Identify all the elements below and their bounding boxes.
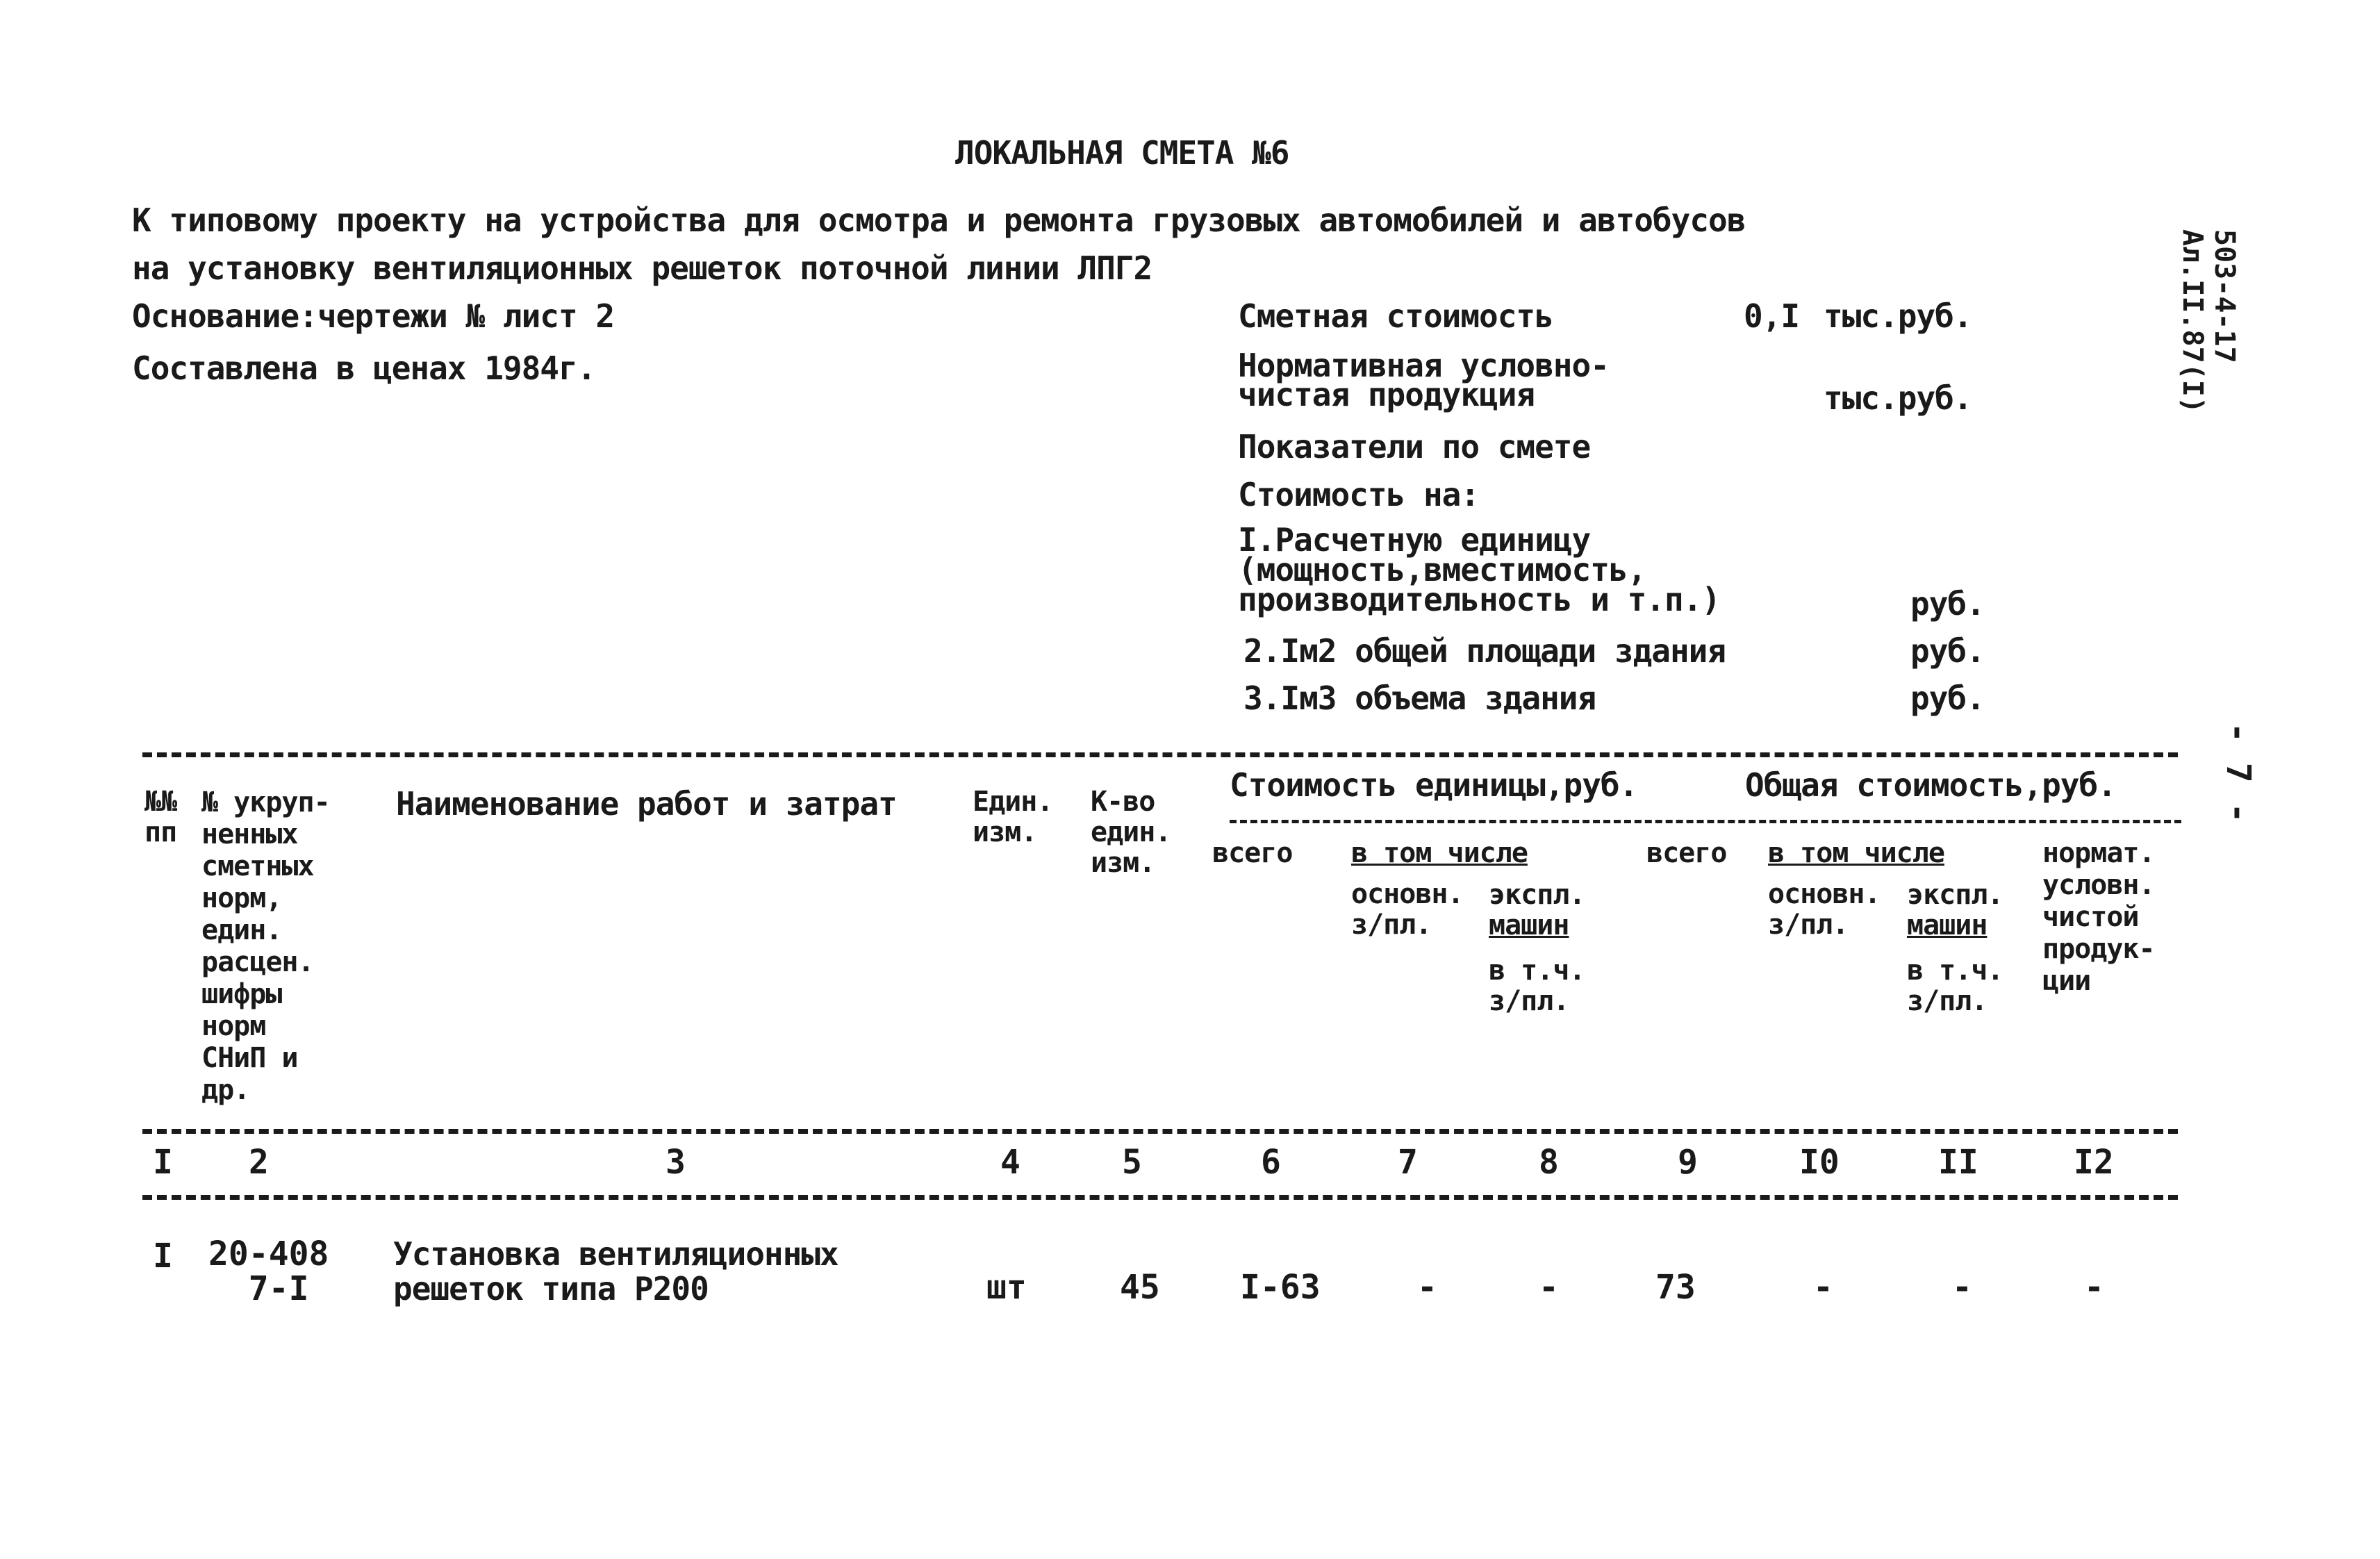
colnum-3: 3 [666, 1143, 686, 1182]
colnum-bottom-rule [142, 1195, 2178, 1200]
indicators-label: Показатели по смете [1238, 428, 1591, 465]
row-1-total: 73 [1655, 1268, 1696, 1307]
summary-item-2-unit: руб. [1910, 632, 1985, 670]
side-code: 503-4-17 Ал.II.87(I) [2176, 229, 2240, 413]
row-1-qty: 45 [1120, 1268, 1160, 1307]
colnum-7: 7 [1398, 1143, 1418, 1182]
colnum-4: 4 [1000, 1143, 1020, 1182]
cost-unit: тыс.руб. [1824, 297, 1972, 335]
colnum-12: I2 [2074, 1143, 2114, 1182]
header-col-11-top: экспл. [1907, 879, 2003, 911]
header-incl-2: в том числе [1768, 837, 1944, 869]
header-unit-cost-group: Стоимость единицы,руб. [1230, 766, 1638, 804]
row-1-unit: шт [986, 1268, 1027, 1307]
norm-label: Нормативная условно- чистая продукция [1238, 347, 1609, 413]
norm-unit: тыс.руб. [1824, 379, 1972, 417]
summary-item-1-unit: руб. [1910, 585, 1985, 622]
header-col-11-bot: в т.ч. з/пл. [1907, 955, 2003, 1017]
header-col-5: К-во един. изм. [1091, 786, 1171, 879]
summary-item-3: 3.Iм3 объема здания [1243, 679, 1596, 717]
header-col-9: всего [1646, 837, 1727, 869]
header-col-12: нормат. условн. чистой продук- ции [2042, 837, 2155, 997]
row-1-total-mach: - [1952, 1268, 1972, 1307]
table-top-rule [142, 752, 2178, 757]
colnum-8: 8 [1539, 1143, 1559, 1182]
project-line: К типовому проекту на устройства для осмотра и ремонта грузовых автомобилей и автобусов [132, 201, 1746, 239]
colnum-2: 2 [249, 1143, 269, 1182]
header-col-3: Наименование работ и затрат [396, 785, 897, 823]
document-title: ЛОКАЛЬНАЯ СМЕТА №6 [955, 134, 1289, 172]
header-col-2: № укруп- ненных сметных норм, един. расцен. шифры норм СНиП и др. [201, 786, 330, 1106]
group-rule [1230, 820, 2181, 823]
row-1-name: Установка вентиляционных решеток типа Р200 [393, 1235, 838, 1308]
page-number: - 7 - [2219, 723, 2258, 823]
colnum-top-rule [142, 1129, 2178, 1134]
project-line-2: на установку вентиляционных решеток поточной линии ЛПГ2 [132, 249, 1152, 287]
colnum-9: 9 [1678, 1143, 1698, 1182]
header-total-cost-group: Общая стоимость,руб. [1745, 766, 2116, 804]
cost-label: Сметная стоимость [1238, 297, 1553, 335]
header-incl-1: в том числе [1351, 837, 1528, 869]
colnum-10: I0 [1799, 1143, 1840, 1182]
header-col-6: всего [1212, 837, 1293, 869]
header-col-7: основн. з/пл. [1351, 878, 1464, 941]
header-col-10: основн. з/пл. [1768, 878, 1881, 941]
row-1-code: 20-408 7-I [208, 1235, 329, 1308]
row-1-norm: - [2084, 1268, 2104, 1307]
cost-on-label: Стоимость на: [1238, 476, 1480, 513]
header-col-1: №№ пп [144, 786, 177, 848]
header-col-8-top: экспл. [1489, 879, 1585, 911]
basis-line: Основание:чертежи № лист 2 [132, 297, 615, 335]
row-1-unit-base: - [1417, 1268, 1437, 1307]
colnum-11: II [1938, 1143, 1978, 1182]
colnum-1: I [153, 1143, 173, 1182]
header-col-11-mid: машин [1907, 909, 1988, 941]
summary-item-3-unit: руб. [1910, 679, 1985, 717]
prices-line: Составлена в ценах 1984г. [132, 349, 596, 387]
header-col-8-mid: машин [1489, 909, 1569, 941]
colnum-5: 5 [1122, 1143, 1142, 1182]
cost-value: 0,I [1744, 297, 1800, 335]
row-1-unit-total: I-63 [1240, 1268, 1321, 1307]
row-1-unit-mach: - [1539, 1268, 1559, 1307]
colnum-6: 6 [1261, 1143, 1281, 1182]
header-col-8-bot: в т.ч. з/пл. [1489, 955, 1585, 1017]
summary-item-1: I.Расчетную единицу (мощность,вместимость, производительность и т.п.) [1238, 521, 1721, 618]
summary-item-2: 2.Iм2 общей площади здания [1243, 632, 1726, 670]
row-1-total-base: - [1813, 1268, 1833, 1307]
row-1-number: I [153, 1237, 173, 1276]
header-col-4: Един. изм. [973, 786, 1053, 848]
